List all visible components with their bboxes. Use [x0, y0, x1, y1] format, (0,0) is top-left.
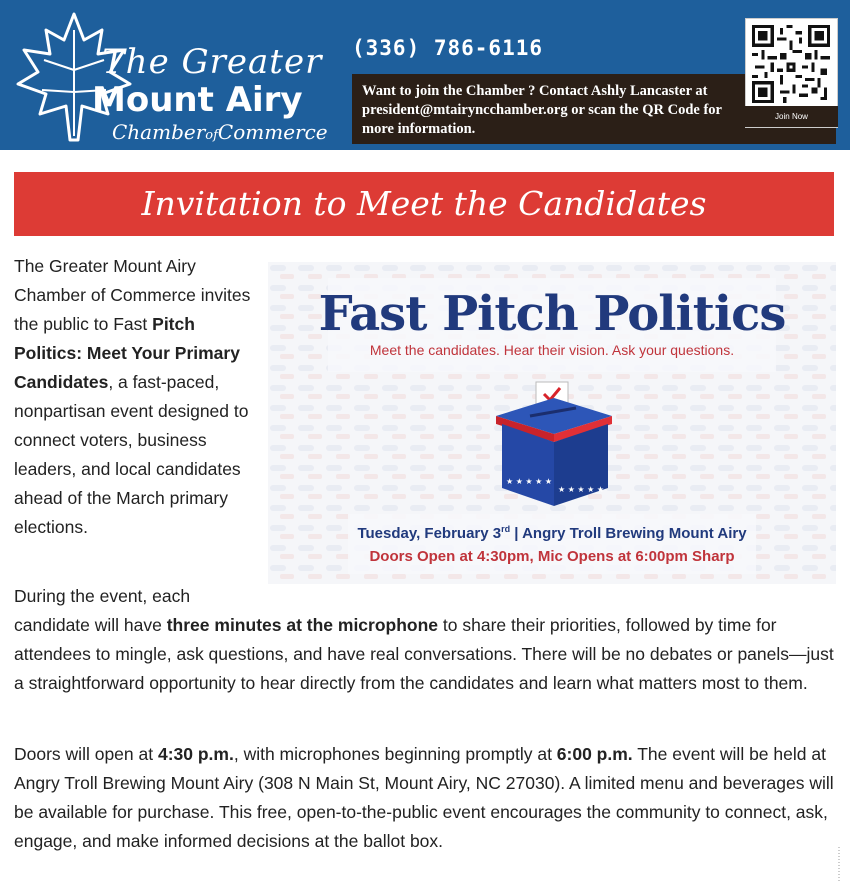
para2-text-bold: three minutes at the microphone	[166, 615, 439, 635]
para2-text-pre: candidate will have	[14, 615, 167, 635]
intro-text-pre: The Greater Mount Airy Chamber of Commerce invites the public to Fast	[14, 256, 251, 334]
para3-text-a: Doors will open at	[14, 744, 158, 764]
page-title: Invitation to Meet the Candidates	[141, 184, 707, 223]
para3-doors-time: 4:30 p.m.	[157, 744, 234, 764]
logo-chamber-word: Chamber	[112, 120, 206, 144]
svg-text:★ ★ ★ ★ ★: ★ ★ ★ ★ ★	[558, 485, 605, 494]
poster-date-line	[268, 524, 836, 542]
phone-number[interactable]: (336) 786-6116	[352, 36, 544, 60]
poster-venue-text: | Angry Troll Brewing Mount Airy	[510, 525, 747, 542]
para3-text-e: The event will be held at Angry Troll Brewing Mount Airy (308 N Main St, Mount Airy, NC 27030). A limited menu and beverages will be available for purchase. This free, open-to-the-public event encourages the community to connect, ask, engage, and make informed decisions at the ballot box.	[14, 744, 834, 851]
poster-date-text: Tuesday, February 3	[357, 525, 502, 542]
ballot-box-icon	[490, 380, 618, 510]
contact-text: Want to join the Chamber ? Contact Ashly Lancaster at president@mtairyncchamber.org or scan the QR Code for more information.	[362, 83, 722, 137]
event-poster	[268, 262, 836, 584]
chamber-logo[interactable]	[14, 10, 344, 145]
para2-text-post: to share their priorities, followed by time for attendees to mingle, ask questions, and have real conversations. There will be no debates or panels—just a straightforward opportunity to hear directly from the candidates and learn what matters most to them.	[14, 615, 834, 693]
logo-title-line3	[112, 120, 328, 144]
intro-text-bold: Pitch Politics: Meet Your Primary Candidates	[14, 314, 240, 392]
poster-doors-line: Doors Open at 4:30pm, Mic Opens at 6:00pm Sharp	[369, 548, 735, 565]
para3-text-c: , with microphones beginning promptly at	[233, 744, 557, 764]
join-now-label[interactable]: Join Now	[745, 106, 838, 127]
event-details-paragraph	[14, 582, 836, 698]
poster-subtitle: Meet the candidates. Hear their vision. Ask your questions.	[369, 342, 735, 358]
para3-mic-time: 6:00 p.m.	[556, 744, 633, 764]
logo-title-line1: The Greater	[102, 42, 323, 82]
svg-text:★ ★ ★ ★ ★: ★ ★ ★ ★ ★	[506, 477, 553, 486]
logo-commerce-word: Commerce	[217, 120, 328, 144]
intro-paragraph	[14, 252, 259, 542]
intro-text-post: , a fast-paced, nonpartisan event designed to connect voters, business leaders, and local candidates ahead of the March primary elections.	[14, 372, 249, 537]
qr-code-icon	[752, 25, 830, 103]
logo-of-word: of	[205, 128, 218, 143]
logistics-paragraph	[14, 740, 836, 856]
header-bar	[0, 0, 850, 150]
para2-first-line: During the event, each	[14, 586, 191, 606]
logo-title-line2: Mount Airy	[92, 80, 303, 120]
poster-title: Fast Pitch Politics	[318, 286, 786, 342]
ad-code-mark	[834, 845, 844, 885]
poster-date-suffix: rd	[501, 524, 511, 534]
